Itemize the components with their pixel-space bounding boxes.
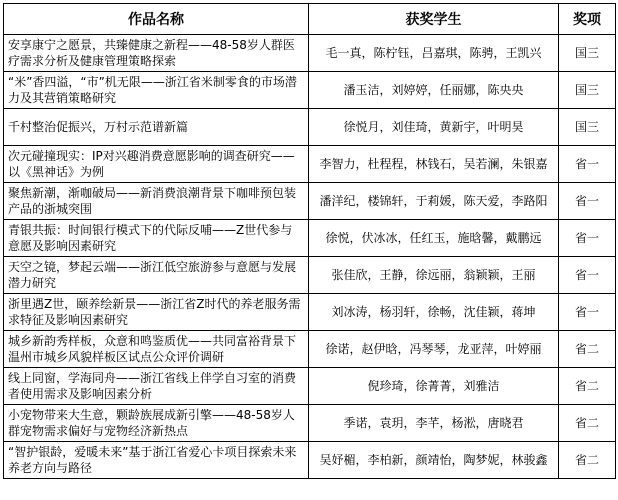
row-award: 省二	[559, 405, 616, 442]
table-row	[4, 35, 616, 72]
row-title: 青银共振：时间银行模式下的代际反哺——Z世代参与意愿及影响因素研究	[4, 220, 309, 257]
row-award: 省二	[559, 331, 616, 368]
row-students: 倪珍琦，徐菁菁，刘雅洁	[309, 368, 559, 405]
row-award: 国三	[559, 109, 616, 146]
table-row	[4, 257, 616, 294]
table-row	[4, 146, 616, 183]
row-students: 季诺，袁玥，李芊，杨淞，唐晓君	[309, 405, 559, 442]
row-award: 省二	[559, 442, 616, 479]
row-award: 省一	[559, 257, 616, 294]
row-title: 小宠物带来大生意，颗龄族展成新引擎——48-58岁人群宠物需求偏好与宠物经济新热点	[4, 405, 309, 442]
row-students: 潘玉洁，刘婷婷，任丽娜，陈央央	[309, 72, 559, 109]
awards-table	[3, 3, 616, 479]
row-award: 省一	[559, 146, 616, 183]
row-students: 刘冰涛，杨羽轩，徐畅，沈佳颖，蒋坤	[309, 294, 559, 331]
row-students: 徐悦月，刘佳琦，黄新宇，叶明昊	[309, 109, 559, 146]
row-title: 安享康宁之愿景，共臻健康之新程——48-58岁人群医疗需求分析及健康管理策略探索	[4, 35, 309, 72]
table-header	[4, 4, 616, 35]
header-students: 获奖学生	[309, 4, 559, 35]
table-row	[4, 220, 616, 257]
row-title: “智护银龄，爱暖未来”基于浙江省爱心卡项目探索未来养老方向与路径	[4, 442, 309, 479]
row-students: 徐悦，伏冰冰，任红玉，施晗馨，戴鹏远	[309, 220, 559, 257]
table-row	[4, 405, 616, 442]
row-students: 徐诺，赵伊晗，冯琴琴，龙亚萍，叶婷丽	[309, 331, 559, 368]
row-students: 潘洋纪，楼锦轩，于莉媛，陈天爱，李路阳	[309, 183, 559, 220]
row-award: 国三	[559, 35, 616, 72]
row-title: 聚焦新潮，渐咖破局——新消费浪潮背景下咖啡预包装产品的浙城突围	[4, 183, 309, 220]
row-students: 张佳欣，王静，徐远丽，翁颖颖，王丽	[309, 257, 559, 294]
table-row	[4, 331, 616, 368]
table-row	[4, 72, 616, 109]
table-row	[4, 183, 616, 220]
row-students: 李智力，杜程程，林钱石，吴若澜，朱银嘉	[309, 146, 559, 183]
row-award: 省一	[559, 294, 616, 331]
row-students: 毛一真，陈柠钰，吕嘉琪，陈骋，王凯兴	[309, 35, 559, 72]
row-title: 浙里遇Z世，颐养绘新景——浙江省Z时代的养老服务需求特征及影响因素研究	[4, 294, 309, 331]
row-title: 线上同窗，学海同舟——浙江省线上伴学自习室的消费者使用需求及影响因素分析	[4, 368, 309, 405]
row-students: 吴妤楣，李柏新，颜靖怡，陶梦妮，林骏鑫	[309, 442, 559, 479]
table-row	[4, 442, 616, 479]
row-award: 省一	[559, 220, 616, 257]
table-row	[4, 109, 616, 146]
header-title: 作品名称	[4, 4, 309, 35]
row-title: 次元碰撞现实：IP对兴趣消费意愿影响的调查研究——以《黑神话》为例	[4, 146, 309, 183]
row-title: 千村整治促振兴，万村示范谱新篇	[4, 109, 309, 146]
table-body	[4, 35, 616, 479]
header-row	[4, 4, 616, 35]
table-row	[4, 368, 616, 405]
table-row	[4, 294, 616, 331]
row-title: “米”香四溢，“市”机无限——浙江省米制零食的市场潜力及其营销策略研究	[4, 72, 309, 109]
header-award: 奖项	[559, 4, 616, 35]
row-title: 天空之镜，梦起云端——浙江低空旅游参与意愿与发展潜力研究	[4, 257, 309, 294]
row-award: 省二	[559, 368, 616, 405]
row-award: 国三	[559, 72, 616, 109]
row-title: 城乡新韵秀样板，众意和鸣鉴质优——共同富裕背景下温州市城乡风貌样板区试点公众评价调研	[4, 331, 309, 368]
row-award: 省一	[559, 183, 616, 220]
